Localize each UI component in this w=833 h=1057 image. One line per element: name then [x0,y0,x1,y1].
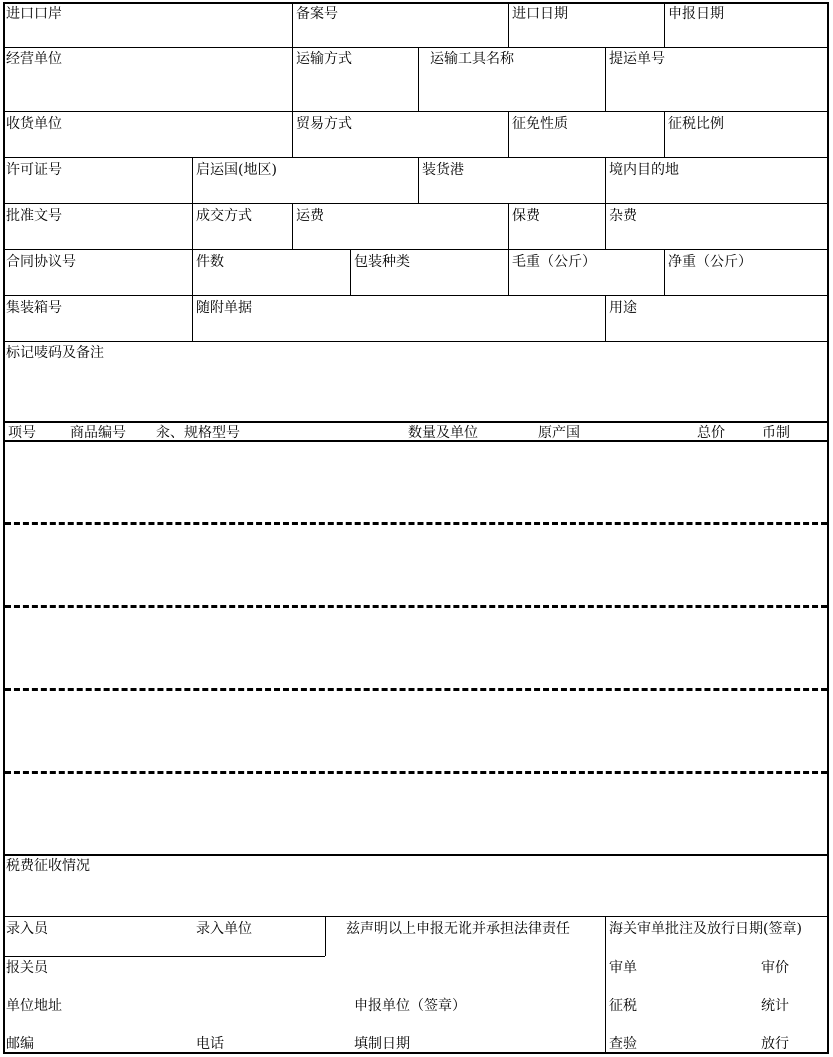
col-divider [192,203,193,249]
transport-mode-label: 运输方式 [296,51,352,67]
usage-label: 用途 [609,300,637,316]
entry-clerk-label: 录入员 [6,921,48,937]
col-divider [664,2,665,47]
col-divider [508,203,509,249]
row-divider [3,249,829,250]
price-review-label: 审价 [761,960,789,976]
pieces-label: 件数 [196,254,224,270]
col-divider [418,47,419,111]
loading-port-label: 装货港 [422,162,464,178]
review-label: 审单 [609,960,637,976]
entry-row-bottom [3,956,325,957]
exemption-nature-label: 征免性质 [512,116,568,132]
operator-label: 经营单位 [6,51,62,67]
record-no-label: 备案号 [296,6,338,22]
col-divider [664,111,665,157]
col-divider [418,157,419,203]
goods-row-divider [5,522,827,525]
broker-label: 报关员 [6,960,48,976]
release-label: 放行 [761,1036,789,1052]
misc-fee-label: 杂费 [609,208,637,224]
currency-header: 币制 [762,425,790,441]
gross-weight-label: 毛重（公斤） [512,254,596,270]
col-divider [325,916,326,956]
attached-docs-label: 随附单据 [196,300,252,316]
col-divider [508,111,509,157]
statistics-label: 统计 [761,998,789,1014]
import-port-label: 进口口岸 [6,6,62,22]
inspection-label: 查验 [609,1036,637,1052]
remarks-label: 标记唛码及备注 [6,345,104,361]
package-type-label: 包装种类 [354,254,410,270]
unit-address-label: 单位地址 [6,998,62,1014]
row-divider [3,111,829,112]
freight-label: 运费 [296,208,324,224]
row-divider [3,295,829,296]
item-no-header: 项号 [8,425,36,441]
domestic-destination-label: 境内目的地 [609,162,679,178]
col-divider [605,203,606,249]
tax-ratio-label: 征税比例 [668,116,724,132]
col-divider [192,295,193,341]
name-spec-header: 汆、规格型号 [156,425,240,441]
tax-levy-label: 征税 [609,998,637,1014]
license-no-label: 许可证号 [6,162,62,178]
tax-section-top [3,854,829,856]
bill-no-label: 提运单号 [609,51,665,67]
trade-mode-label: 贸易方式 [296,116,352,132]
col-divider [192,249,193,295]
row-divider [3,47,829,48]
col-divider [605,295,606,341]
row-divider [3,203,829,204]
goods-row-divider [5,771,827,774]
insurance-label: 保费 [512,208,540,224]
col-divider [292,203,293,249]
deal-mode-label: 成交方式 [196,208,252,224]
postcode-label: 邮编 [6,1036,34,1052]
consignee-label: 收货单位 [6,116,62,132]
row-divider [3,157,829,158]
row-divider [3,341,829,342]
col-divider [292,111,293,157]
customs-import-declaration-form [3,2,829,1054]
declaring-unit-label: 申报单位（签章） [354,998,466,1014]
contract-no-label: 合同协议号 [6,254,76,270]
origin-header: 原产国 [538,425,580,441]
col-divider [292,47,293,111]
tax-section-label: 税费征收情况 [6,858,90,874]
customs-approval-divider [605,916,606,1054]
col-divider [605,157,606,203]
col-divider [508,2,509,47]
net-weight-label: 净重（公斤） [668,254,752,270]
customs-approval-label: 海关审单批注及放行日期(签章) [609,921,802,937]
col-divider [350,249,351,295]
qty-unit-header: 数量及单位 [408,425,478,441]
col-divider [292,2,293,47]
declare-date-label: 申报日期 [668,6,724,22]
fill-date-label: 填制日期 [354,1036,410,1052]
vehicle-name-label: 运输工具名称 [430,51,514,67]
col-divider [192,157,193,203]
import-date-label: 进口日期 [512,6,568,22]
origin-country-label: 启运国(地区) [196,162,277,178]
approval-no-label: 批准文号 [6,208,62,224]
phone-label: 电话 [196,1036,224,1052]
row-divider [3,916,829,917]
col-divider [508,249,509,295]
container-no-label: 集装箱号 [6,300,62,316]
goods-row-divider [5,605,827,608]
col-divider [664,249,665,295]
col-divider [605,47,606,111]
total-price-header: 总价 [697,425,725,441]
goods-row-divider [5,688,827,691]
entry-unit-label: 录入单位 [196,921,252,937]
goods-code-header: 商品编号 [70,425,126,441]
goods-section-top [3,421,829,423]
declaration-statement: 兹声明以上申报无讹并承担法律责任 [346,921,570,937]
